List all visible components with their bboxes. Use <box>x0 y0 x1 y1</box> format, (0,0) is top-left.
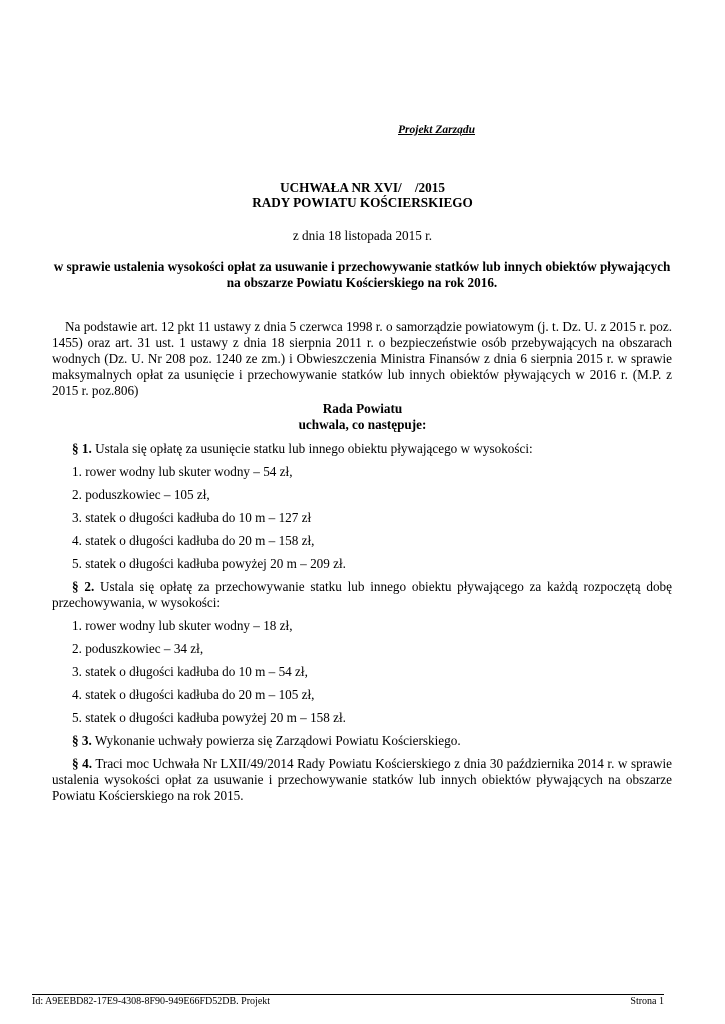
section-2-mark: § 2. <box>72 579 95 594</box>
section-1-text: Ustala się opłatę za usunięcie statku lub innego obiektu pływającego w wysokości: <box>91 441 533 456</box>
resolution-subject: w sprawie ustalenia wysokości opłat za usuwanie i przechowywanie statków lub innych obiektów pływających na obszarze Powiatu Kościerskiego na rok 2016. <box>53 259 671 290</box>
section-2-text: Ustala się opłatę za przechowywanie statku lub innego obiektu pływającego za każdą rozpoczętą dobę przechowywania, w wysokości: <box>52 579 673 610</box>
list-item: 1. rower wodny lub skuter wodny – 54 zł, <box>72 464 293 479</box>
list-item: 3. statek o długości kadłuba do 10 m – 127 zł <box>72 510 312 525</box>
footer-divider <box>32 994 664 995</box>
resolution-number: UCHWAŁA NR XVI/ /2015 <box>280 180 445 195</box>
section-1 <box>52 441 672 457</box>
legal-basis: Na podstawie art. 12 pkt 11 ustawy z dnia 5 czerwca 1998 r. o samorządzie powiatowym (j. t. Dz. U. z 2015 r. poz. 1455) oraz art. 31 ust. 1 ustawy z dnia 18 sierpnia 2011 r. o bezpieczeństwie osób przebywających na obszarach wodnych (Dz. U. Nr 208 poz. 1240 ze zm.) i Obwieszczenia Ministra Finansów z dnia 6 sierpnia 2015 r. w sprawie maksymalnych opłat za usunięcie i przechowywanie statków lub innych obiektów pływających w 2016 r. (M.P. z 2015 r. poz.806) <box>52 319 672 398</box>
resolution-date: z dnia 18 listopada 2015 r. <box>292 228 433 243</box>
list-item: 2. poduszkowiec – 34 zł, <box>72 641 204 656</box>
list-item: 5. statek o długości kadłuba powyżej 20 m – 209 zł. <box>72 556 346 571</box>
list-item: 4. statek o długości kadłuba do 20 m – 158 zł, <box>72 533 315 548</box>
section-3-mark: § 3. <box>72 733 92 748</box>
draft-label: Projekt Zarządu <box>398 124 475 136</box>
section-4-text: Traci moc Uchwała Nr LXII/49/2014 Rady Powiatu Kościerskiego z dnia 30 października 2014 r. w sprawie ustalenia wysokości opłat za usuwanie i przechowywanie statków lub innych obiektów pływających na obszarze Powiatu Kościerskiego na rok 2015. <box>52 756 672 803</box>
list-item: 1. rower wodny lub skuter wodny – 18 zł, <box>72 618 293 633</box>
list-item: 5. statek o długości kadłuba powyżej 20 m – 158 zł. <box>72 710 346 725</box>
council-heading: Rada Powiatu <box>322 401 403 416</box>
list-item: 3. statek o długości kadłuba do 10 m – 54 zł, <box>72 664 308 679</box>
resolves-heading: uchwala, co następuje: <box>298 417 427 432</box>
list-item: 2. poduszkowiec – 105 zł, <box>72 487 210 502</box>
page-number: Strona 1 <box>630 996 664 1007</box>
section-1-mark: § 1. <box>72 441 92 456</box>
section-4 <box>52 756 672 804</box>
list-item: 4. statek o długości kadłuba do 20 m – 105 zł, <box>72 687 315 702</box>
section-4-mark: § 4. <box>72 756 93 771</box>
document-id: Id: A9EEBD82-17E9-4308-8F90-949E66FD52DB. Projekt <box>32 996 271 1007</box>
section-3 <box>52 733 672 749</box>
council-name: RADY POWIATU KOŚCIERSKIEGO <box>252 195 473 210</box>
section-3-text: Wykonanie uchwały powierza się Zarządowi Powiatu Kościerskiego. <box>91 733 461 748</box>
section-2 <box>52 579 672 611</box>
